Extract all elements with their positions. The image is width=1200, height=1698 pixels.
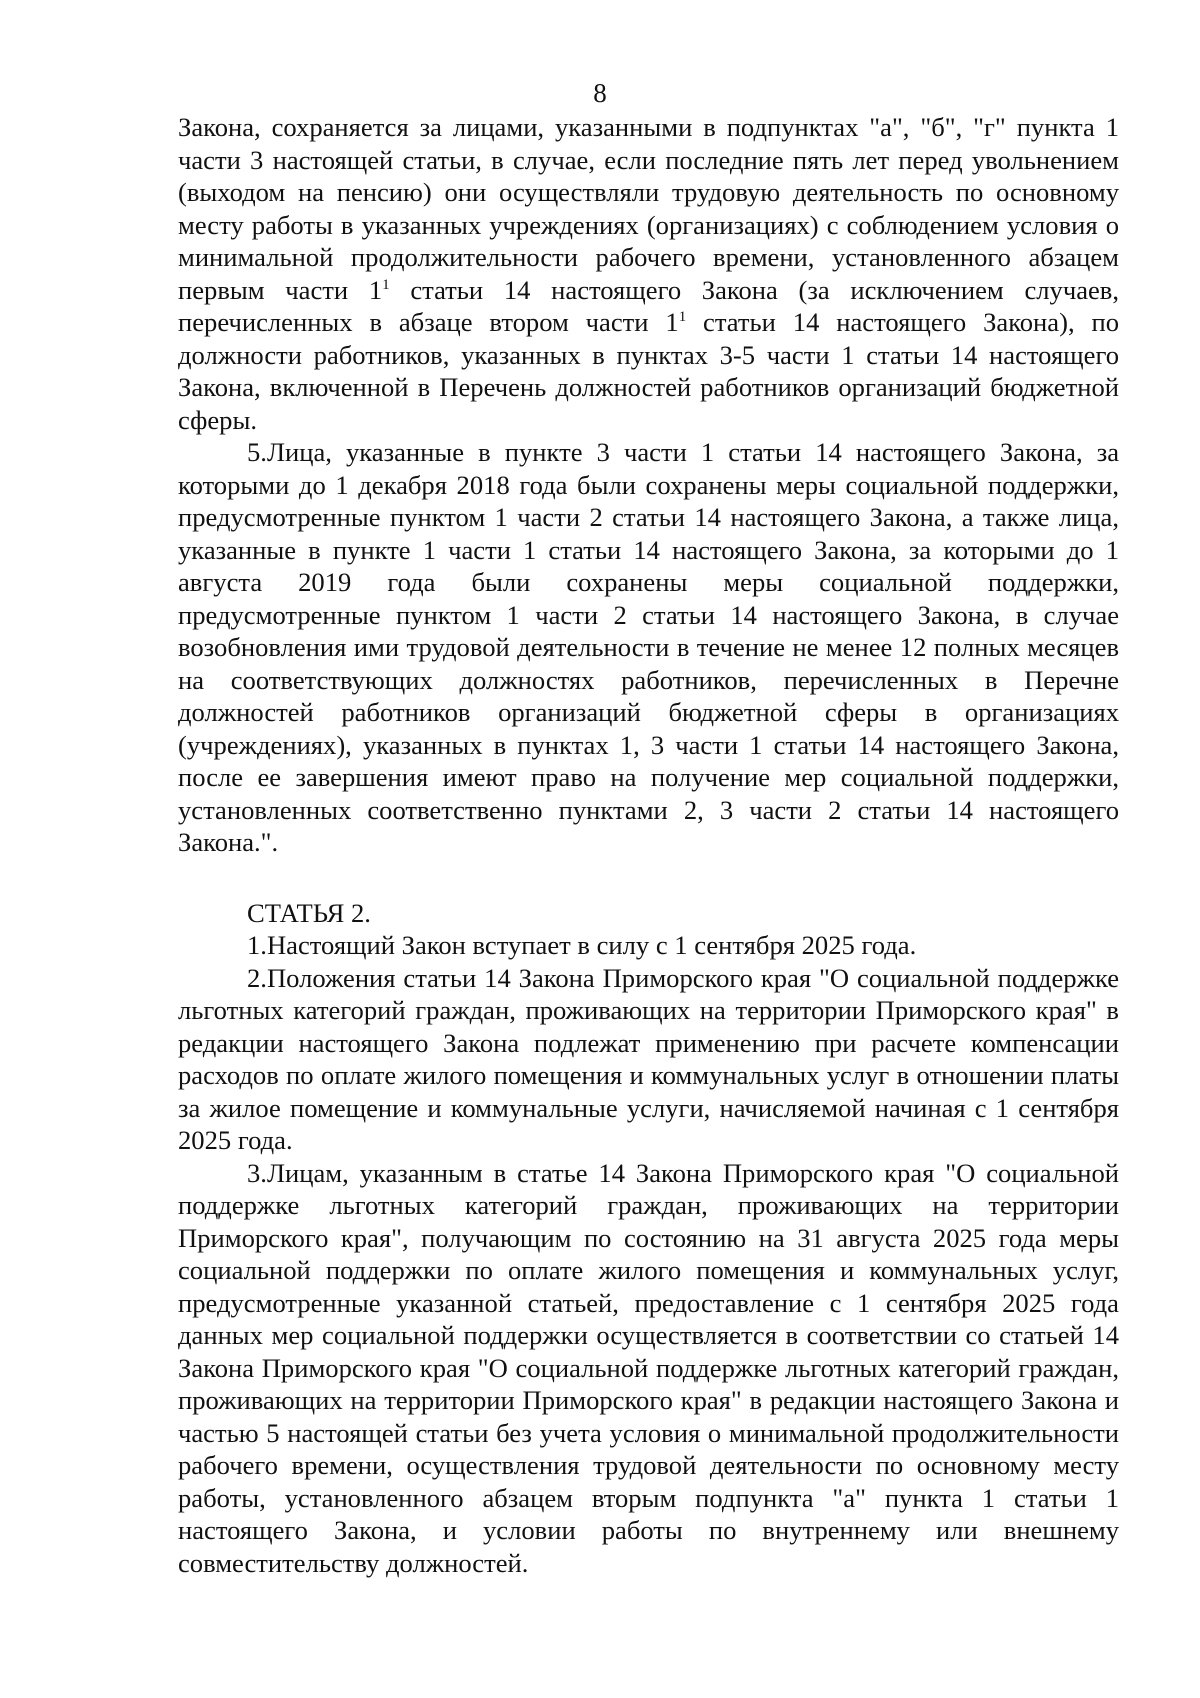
article-heading: СТАТЬЯ 2. [247,897,371,928]
document-body [178,111,1119,1579]
superscript: 1 [382,276,390,293]
article-item-2: 2.Положения статьи 14 Закона Приморского края "О социальной поддержке льготных категорий граждан, проживающих на территории Приморского края" в редакции настоящего Закона подлежат применению при расчете компенсации расходов по оплате жилого помещения и коммунальных услуг в отношении платы за жилое помещение и коммунальные услуги, начисляемой начиная с 1 сентября 2025 года. [178,962,1119,1155]
superscript: 1 [678,309,687,326]
article-item-1: 1.Настоящий Закон вступает в силу с 1 сентября 2025 года. [247,930,917,960]
paragraph-text: Закона, сохраняется за лицами, указанными в подпунктах "а", "б", "г" пункта 1 части 3 настоящей статьи, в случае, если последние пять лет перед увольнением (выходом на пенсию) они осуществляли трудовую деятельность по основному месту работы в указанных учреждениях (организациях) с соблюдением условия о минимальной продолжительности рабочего времени, установленного абзацем первым части 1 [178,112,1119,305]
paragraph-text: статьи 14 настоящего Закона), по должности работников, указанных в пунктах 3-5 части 1 статьи 14 настоящего Закона, включенной в Перечень должностей работников организаций бюджетной сферы. [178,307,1119,435]
paragraph-text: статьи 14 настоящего Закона (за исключением случаев, перечисленных в абзаце втором части 1 [178,274,1120,337]
page-number: 8 [593,78,607,108]
paragraph-item-5: 5.Лица, указанные в пункте 3 части 1 статьи 14 настоящего Закона, за которыми до 1 декабря 2018 года были сохранены меры социальной поддержки, предусмотренные пунктом 1 части 2 статьи 14 настоящего Закона, а также лица, указанные в пункте 1 части 1 статьи 14 настоящего Закона, за которыми до 1 августа 2019 года были сохранены меры социальной поддержки, предусмотренные пунктом 1 части 2 статьи 14 настоящего Закона, в случае возобновления ими трудовой деятельности в течение не менее 12 полных месяцев на соответствующих должностях работников, перечисленных в Перечне должностей работников организаций бюджетной сферы в организациях (учреждениях), указанных в пунктах 1, 3 части 1 статьи 14 настоящего Закона, после ее завершения имеют право на получение мер социальной поддержки, установленных соответственно пунктами 2, 3 части 2 статьи 14 настоящего Закона.". [178,437,1119,857]
paragraph-continuation [178,111,1119,436]
article-item-3: 3.Лицам, указанным в статье 14 Закона Приморского края "О социальной поддержке льготных категорий граждан, проживающих на территории Приморского края", получающим по состоянию на 31 августа 2025 года меры социальной поддержки по оплате жилого помещения и коммунальных услуг, предусмотренные указанной статьей, предоставление с 1 сентября 2025 года данных мер социальной поддержки осуществляется в соответствии со статьей 14 Закона Приморского края "О социальной поддержке льготных категорий граждан, проживающих на территории Приморского края" в редакции настоящего Закона и частью 5 настоящей статьи без учета условия о минимальной продолжительности рабочего времени, осуществления трудовой деятельности по основному месту работы, установленного абзацем вторым подпункта "а" пункта 1 статьи 1 настоящего Закона, и условии работы по внутреннему или внешнему совместительству должностей. [178,1157,1119,1578]
